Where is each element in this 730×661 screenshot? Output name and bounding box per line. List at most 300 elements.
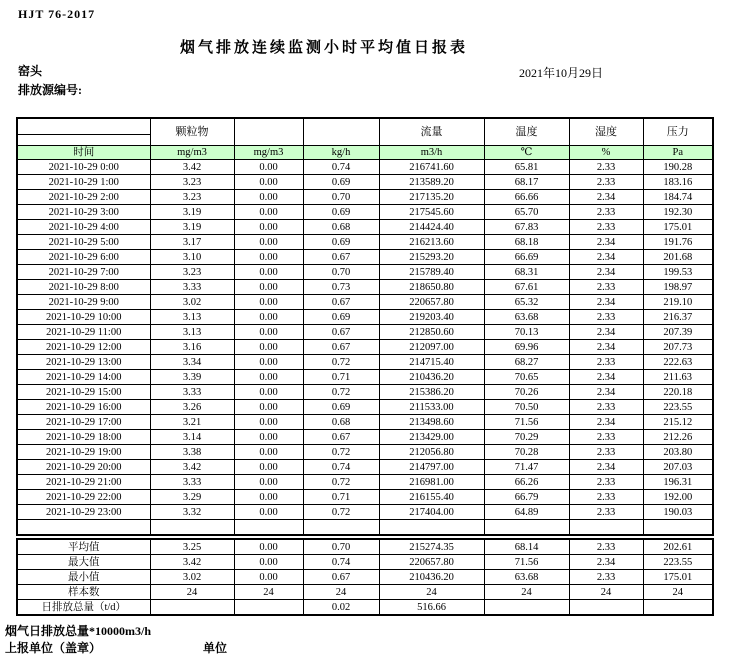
data-row-value-cell: 2.33 [569,445,643,460]
data-row-value-cell: 0.00 [234,175,303,190]
data-row-label-cell: 2021-10-29 21:00 [17,475,150,490]
data-row-value-cell: 3.42 [150,160,234,175]
data-row-label-cell: 2021-10-29 12:00 [17,340,150,355]
data-row-value-cell: 2.34 [569,265,643,280]
total-emission-note: 烟气日排放总量*10000m3/h [5,624,152,638]
data-row-value-cell: 3.16 [150,340,234,355]
data-row-value-cell: 3.13 [150,310,234,325]
data-row-value-cell: 2.34 [569,190,643,205]
data-row-value-cell: 175.01 [643,220,713,235]
data-row-value-cell: 198.97 [643,280,713,295]
data-row-value-cell: 0.74 [303,460,379,475]
data-row-value-cell: 0.00 [234,190,303,205]
summary-row [17,585,713,600]
data-row [17,160,713,175]
data-row [17,475,713,490]
time-header: 时间 [17,146,150,160]
data-row-value-cell: 207.03 [643,460,713,475]
data-row-value-cell: 66.69 [484,250,569,265]
data-row-value-cell: 0.00 [234,325,303,340]
data-row-value-cell: 67.61 [484,280,569,295]
data-row-value-cell: 3.42 [150,460,234,475]
data-row-value-cell: 68.18 [484,235,569,250]
data-row-value-cell: 0.00 [234,265,303,280]
data-row-value-cell: 0.00 [234,475,303,490]
data-row-value-cell: 0.00 [234,250,303,265]
data-row-value-cell: 2.34 [569,415,643,430]
data-row-label-cell: 2021-10-29 2:00 [17,190,150,205]
data-row [17,220,713,235]
data-row-value-cell: 215386.20 [379,385,484,400]
data-row-value-cell: 0.00 [234,280,303,295]
corner-split-cell [17,118,150,146]
data-row-value-cell: 0.72 [303,445,379,460]
summary-row-value-cell: 0.02 [303,600,379,616]
summary-row-label-cell: 平均值 [17,539,150,555]
data-row [17,445,713,460]
data-row-value-cell: 3.17 [150,235,234,250]
data-row-value-cell: 211533.00 [379,400,484,415]
data-row-value-cell: 214715.40 [379,355,484,370]
data-row [17,250,713,265]
data-row [17,310,713,325]
data-row [17,400,713,415]
data-row-label-cell: 2021-10-29 7:00 [17,265,150,280]
col-header-humidity: 湿度 [569,118,643,146]
data-row-value-cell: 0.67 [303,295,379,310]
col-header-particulate: 颗粒物 [150,118,234,146]
data-row-value-cell: 2.33 [569,205,643,220]
data-row-value-cell: 0.00 [234,355,303,370]
data-row-value-cell: 190.03 [643,505,713,520]
col-header-blank-2 [303,118,379,146]
col-header-temperature: 温度 [484,118,569,146]
data-row-value-cell: 2.33 [569,490,643,505]
summary-row-value-cell: 516.66 [379,600,484,616]
data-row-value-cell: 3.19 [150,205,234,220]
summary-row-value-cell: 210436.20 [379,570,484,585]
data-row-value-cell: 0.74 [303,160,379,175]
summary-row-value-cell: 24 [569,585,643,600]
data-row-value-cell: 223.55 [643,400,713,415]
data-row-value-cell: 3.14 [150,430,234,445]
data-row-value-cell: 2.33 [569,475,643,490]
data-row-value-cell: 2.33 [569,175,643,190]
summary-row-value-cell: 2.34 [569,555,643,570]
data-row-value-cell: 216981.00 [379,475,484,490]
data-row-value-cell: 3.29 [150,490,234,505]
data-row-value-cell: 69.96 [484,340,569,355]
data-row-value-cell: 192.30 [643,205,713,220]
summary-row-value-cell: 0.70 [303,539,379,555]
summary-row-value-cell: 215274.35 [379,539,484,555]
data-row-value-cell: 0.00 [234,415,303,430]
spacer-row-label-cell [17,520,150,536]
data-row-value-cell: 0.71 [303,490,379,505]
data-row-value-cell: 65.32 [484,295,569,310]
data-row-value-cell: 2.33 [569,160,643,175]
summary-row-value-cell: 0.00 [234,555,303,570]
data-row-label-cell: 2021-10-29 23:00 [17,505,150,520]
unit-percent: % [569,146,643,160]
data-row-value-cell: 0.00 [234,340,303,355]
data-row-value-cell: 71.56 [484,415,569,430]
data-row-value-cell: 2.34 [569,370,643,385]
data-row [17,235,713,250]
data-row-value-cell: 215293.20 [379,250,484,265]
data-row [17,385,713,400]
data-row-value-cell: 3.32 [150,505,234,520]
summary-row-value-cell: 2.33 [569,570,643,585]
summary-row-value-cell: 202.61 [643,539,713,555]
doc-code: HJT 76-2017 [18,7,96,21]
data-row-label-cell: 2021-10-29 1:00 [17,175,150,190]
spacer-row-value-cell [303,520,379,536]
unit-mgm3-2: mg/m3 [234,146,303,160]
summary-row-value-cell [643,600,713,616]
data-row-value-cell: 0.67 [303,430,379,445]
location-label: 窑头 [18,64,43,78]
data-row [17,295,713,310]
group-header-row [17,118,713,146]
data-row-label-cell: 2021-10-29 22:00 [17,490,150,505]
data-row-value-cell: 2.34 [569,385,643,400]
data-row-value-cell: 215.12 [643,415,713,430]
data-row-value-cell: 3.39 [150,370,234,385]
data-row-value-cell: 0.00 [234,160,303,175]
data-row-value-cell: 64.89 [484,505,569,520]
data-row-value-cell: 212097.00 [379,340,484,355]
summary-row-value-cell: 71.56 [484,555,569,570]
data-row-value-cell: 0.00 [234,445,303,460]
data-row-value-cell: 3.23 [150,265,234,280]
summary-row-value-cell: 3.25 [150,539,234,555]
data-row-value-cell: 3.33 [150,280,234,295]
unit-kgh: kg/h [303,146,379,160]
data-row-value-cell: 196.31 [643,475,713,490]
data-row-value-cell: 2.34 [569,295,643,310]
data-row-value-cell: 0.00 [234,490,303,505]
data-row-value-cell: 0.00 [234,400,303,415]
data-row-label-cell: 2021-10-29 18:00 [17,430,150,445]
data-row [17,205,713,220]
data-row-value-cell: 63.68 [484,310,569,325]
data-row-value-cell: 216741.60 [379,160,484,175]
data-row-value-cell: 219203.40 [379,310,484,325]
data-row-value-cell: 214424.40 [379,220,484,235]
data-row-value-cell: 220.18 [643,385,713,400]
data-row [17,190,713,205]
unit-pa: Pa [643,146,713,160]
col-header-pressure: 压力 [643,118,713,146]
summary-table [16,538,714,616]
data-row-value-cell: 2.34 [569,460,643,475]
data-row-value-cell: 212056.80 [379,445,484,460]
data-row-label-cell: 2021-10-29 10:00 [17,310,150,325]
data-row-value-cell: 214797.00 [379,460,484,475]
data-row-label-cell: 2021-10-29 3:00 [17,205,150,220]
data-row-value-cell: 3.26 [150,400,234,415]
data-row-value-cell: 201.68 [643,250,713,265]
data-row-value-cell: 207.39 [643,325,713,340]
data-row-value-cell: 0.67 [303,340,379,355]
data-row-value-cell: 68.31 [484,265,569,280]
data-row-value-cell: 0.69 [303,235,379,250]
summary-row-value-cell: 24 [150,585,234,600]
spacer-row-value-cell [379,520,484,536]
data-row-value-cell: 3.33 [150,385,234,400]
summary-row-value-cell [234,600,303,616]
data-row-value-cell: 0.72 [303,475,379,490]
data-row-value-cell: 0.00 [234,310,303,325]
summary-row-value-cell: 3.42 [150,555,234,570]
data-row-value-cell: 70.29 [484,430,569,445]
data-row-value-cell: 3.23 [150,175,234,190]
data-row [17,430,713,445]
summary-row-value-cell [569,600,643,616]
spacer-row-value-cell [150,520,234,536]
data-row-label-cell: 2021-10-29 5:00 [17,235,150,250]
data-row-value-cell: 203.80 [643,445,713,460]
data-row [17,505,713,520]
data-row-value-cell: 67.83 [484,220,569,235]
data-row-value-cell: 0.69 [303,175,379,190]
summary-row-value-cell [150,600,234,616]
data-row-value-cell: 71.47 [484,460,569,475]
data-row-value-cell: 70.65 [484,370,569,385]
data-row-value-cell: 220657.80 [379,295,484,310]
data-row-value-cell: 0.00 [234,235,303,250]
data-row-value-cell: 0.00 [234,220,303,235]
data-row-value-cell: 192.00 [643,490,713,505]
data-row-value-cell: 222.63 [643,355,713,370]
summary-row-value-cell: 223.55 [643,555,713,570]
data-row-value-cell: 3.02 [150,295,234,310]
data-row [17,355,713,370]
summary-row-value-cell: 63.68 [484,570,569,585]
data-row-value-cell: 216.37 [643,310,713,325]
data-row-value-cell: 190.28 [643,160,713,175]
data-row-value-cell: 2.33 [569,400,643,415]
data-row-value-cell: 3.21 [150,415,234,430]
data-row-value-cell: 0.70 [303,265,379,280]
spacer-row-value-cell [643,520,713,536]
data-row-value-cell: 0.72 [303,355,379,370]
data-row-value-cell: 0.68 [303,220,379,235]
data-row-label-cell: 2021-10-29 17:00 [17,415,150,430]
data-row-value-cell: 0.00 [234,505,303,520]
data-row-label-cell: 2021-10-29 14:00 [17,370,150,385]
data-row-value-cell: 66.26 [484,475,569,490]
data-row-value-cell: 66.79 [484,490,569,505]
data-row-label-cell: 2021-10-29 4:00 [17,220,150,235]
summary-row-value-cell: 175.01 [643,570,713,585]
data-row-value-cell: 211.63 [643,370,713,385]
data-row [17,415,713,430]
data-row-value-cell: 219.10 [643,295,713,310]
data-row-value-cell: 0.00 [234,205,303,220]
data-row-value-cell: 2.34 [569,250,643,265]
data-row-value-cell: 213589.20 [379,175,484,190]
summary-row [17,570,713,585]
summary-row-value-cell: 2.33 [569,539,643,555]
data-row-value-cell: 216213.60 [379,235,484,250]
data-row-value-cell: 0.70 [303,190,379,205]
data-row [17,370,713,385]
data-row-value-cell: 2.33 [569,355,643,370]
summary-row-value-cell: 0.00 [234,539,303,555]
summary-row-value-cell: 24 [484,585,569,600]
data-row-value-cell: 199.53 [643,265,713,280]
data-row [17,460,713,475]
data-row-value-cell: 215789.40 [379,265,484,280]
data-row-value-cell: 2.34 [569,340,643,355]
data-row-value-cell: 217545.60 [379,205,484,220]
summary-row-value-cell: 0.74 [303,555,379,570]
col-header-flow: 流量 [379,118,484,146]
reporting-unit-label: 上报单位（盖章） [5,641,102,655]
data-row-value-cell: 0.67 [303,250,379,265]
data-row-value-cell: 0.72 [303,385,379,400]
emission-source-label: 排放源编号: [18,83,82,97]
data-row-label-cell: 2021-10-29 19:00 [17,445,150,460]
summary-row-label-cell: 最小值 [17,570,150,585]
data-row-value-cell: 0.00 [234,460,303,475]
data-row-value-cell: 0.00 [234,430,303,445]
data-row-value-cell: 70.50 [484,400,569,415]
summary-row-value-cell [484,600,569,616]
data-row-value-cell: 217404.00 [379,505,484,520]
page-title: 烟气排放连续监测小时平均值日报表 [180,40,469,56]
data-row-label-cell: 2021-10-29 6:00 [17,250,150,265]
data-row-value-cell: 70.26 [484,385,569,400]
data-row [17,340,713,355]
data-row-value-cell: 0.69 [303,400,379,415]
data-row-value-cell: 0.73 [303,280,379,295]
data-row [17,490,713,505]
data-row-value-cell: 0.00 [234,385,303,400]
data-row-value-cell: 2.33 [569,280,643,295]
data-row-value-cell: 212.26 [643,430,713,445]
data-row-value-cell: 65.81 [484,160,569,175]
data-row-value-cell: 2.33 [569,310,643,325]
data-row-label-cell: 2021-10-29 9:00 [17,295,150,310]
data-row-value-cell: 0.69 [303,310,379,325]
summary-row-value-cell: 220657.80 [379,555,484,570]
data-row-value-cell: 217135.20 [379,190,484,205]
data-row-value-cell: 3.34 [150,355,234,370]
spacer-row [17,520,713,536]
summary-row-label-cell: 日排放总量（t/d） [17,600,150,616]
data-row-value-cell: 0.72 [303,505,379,520]
data-row-value-cell: 0.00 [234,295,303,310]
summary-row-value-cell: 3.02 [150,570,234,585]
data-row-value-cell: 2.33 [569,430,643,445]
data-row-value-cell: 3.13 [150,325,234,340]
spacer-row-value-cell [234,520,303,536]
summary-row [17,539,713,555]
summary-row-label-cell: 最大值 [17,555,150,570]
data-row-value-cell: 3.23 [150,190,234,205]
summary-row-value-cell: 24 [643,585,713,600]
spacer-row-value-cell [569,520,643,536]
data-row-label-cell: 2021-10-29 11:00 [17,325,150,340]
unit-m3h: m3/h [379,146,484,160]
data-row-value-cell: 3.19 [150,220,234,235]
data-row-label-cell: 2021-10-29 15:00 [17,385,150,400]
data-row-value-cell: 3.10 [150,250,234,265]
data-row-value-cell: 218650.80 [379,280,484,295]
data-row-value-cell: 207.73 [643,340,713,355]
summary-row [17,555,713,570]
data-row-value-cell: 213429.00 [379,430,484,445]
corner-split-bottom [18,135,150,145]
data-row-value-cell: 184.74 [643,190,713,205]
data-row-value-cell: 68.17 [484,175,569,190]
corner-split-top [18,119,150,135]
summary-row-value-cell: 0.00 [234,570,303,585]
data-row [17,265,713,280]
summary-row-value-cell: 24 [234,585,303,600]
unit-celsius: ℃ [484,146,569,160]
data-row-value-cell: 66.66 [484,190,569,205]
data-row-value-cell: 70.28 [484,445,569,460]
summary-row-value-cell: 68.14 [484,539,569,555]
data-row-value-cell: 65.70 [484,205,569,220]
data-row-value-cell: 0.69 [303,205,379,220]
data-row-value-cell: 70.13 [484,325,569,340]
data-row-value-cell: 0.68 [303,415,379,430]
data-row-value-cell: 2.34 [569,325,643,340]
data-row-label-cell: 2021-10-29 20:00 [17,460,150,475]
data-row-value-cell: 213498.60 [379,415,484,430]
report-date: 2021年10月29日 [519,66,604,80]
data-row-value-cell: 2.33 [569,505,643,520]
data-row-label-cell: 2021-10-29 8:00 [17,280,150,295]
data-row-value-cell: 191.76 [643,235,713,250]
summary-row-value-cell: 24 [303,585,379,600]
summary-row-value-cell: 0.67 [303,570,379,585]
col-header-blank-1 [234,118,303,146]
data-row [17,280,713,295]
monitoring-table [16,117,714,536]
unit-label: 单位 [203,641,228,655]
unit-header-row [17,146,713,160]
data-row-label-cell: 2021-10-29 0:00 [17,160,150,175]
spacer-row-value-cell [484,520,569,536]
data-row-value-cell: 0.71 [303,370,379,385]
summary-row-value-cell: 24 [379,585,484,600]
data-row [17,325,713,340]
data-row-value-cell: 3.33 [150,475,234,490]
unit-mgm3-1: mg/m3 [150,146,234,160]
data-row [17,175,713,190]
data-row-label-cell: 2021-10-29 16:00 [17,400,150,415]
summary-row [17,600,713,616]
data-row-value-cell: 2.34 [569,235,643,250]
data-row-value-cell: 216155.40 [379,490,484,505]
data-row-value-cell: 0.00 [234,370,303,385]
data-row-value-cell: 3.38 [150,445,234,460]
data-row-value-cell: 0.67 [303,325,379,340]
data-row-value-cell: 68.27 [484,355,569,370]
summary-row-label-cell: 样本数 [17,585,150,600]
data-row-value-cell: 2.33 [569,220,643,235]
data-row-value-cell: 210436.20 [379,370,484,385]
data-row-value-cell: 183.16 [643,175,713,190]
data-row-label-cell: 2021-10-29 13:00 [17,355,150,370]
data-row-value-cell: 212850.60 [379,325,484,340]
